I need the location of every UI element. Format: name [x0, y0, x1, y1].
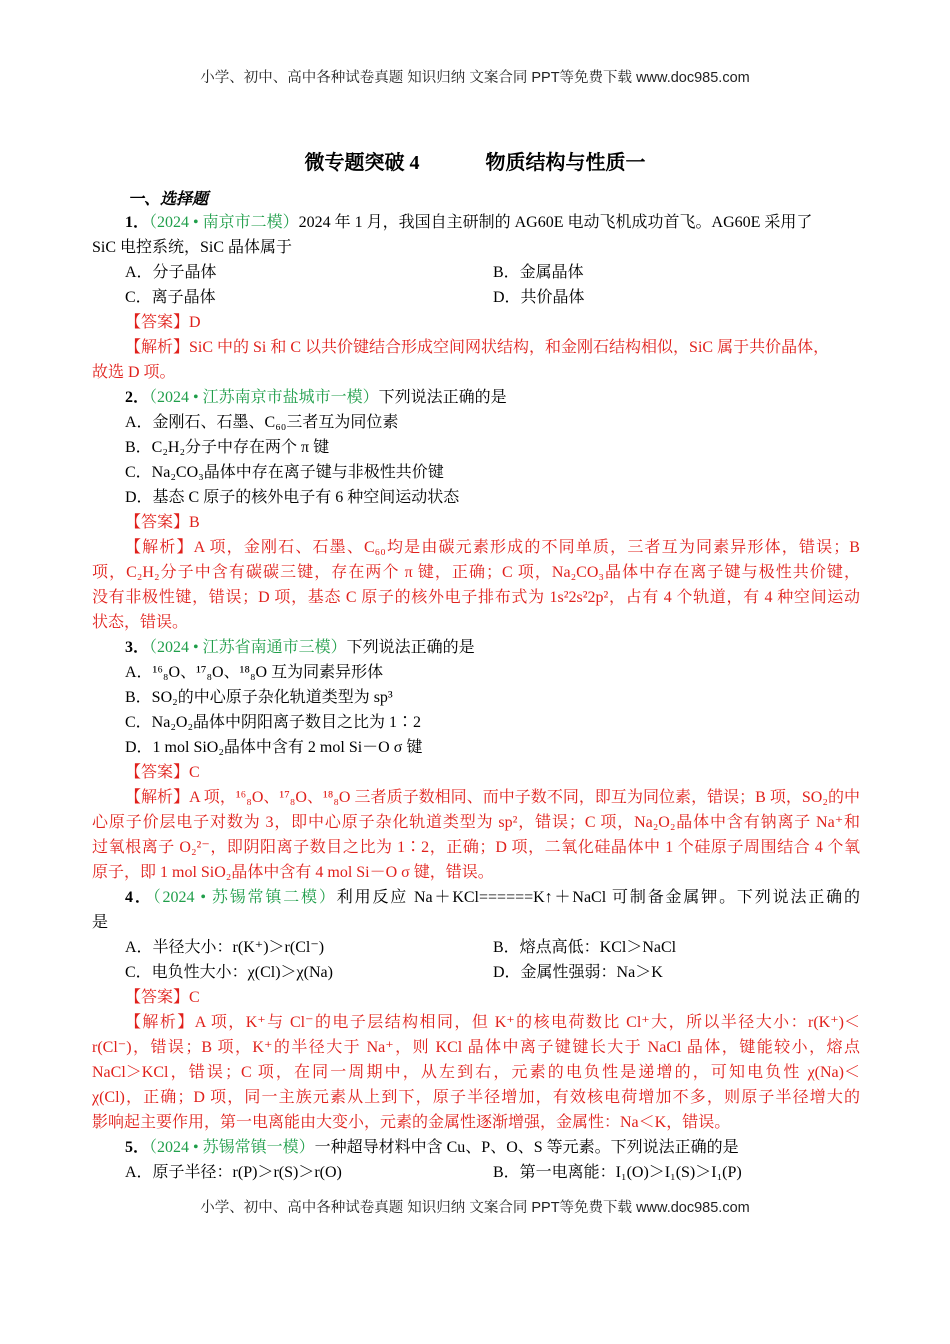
option-b: B．SO₂的中心原子杂化轨道类型为 sp³: [125, 689, 393, 706]
analysis-label: 【解析】: [125, 1014, 195, 1031]
option-a: A．半径大小：r(K⁺)＞r(Cl⁻): [125, 939, 325, 956]
answer: [92, 985, 860, 1010]
analysis-line: 项，C₂H₂分子中含有碳碳三键，存在两个 π 键，正确；C 项，Na₂CO₃晶体中存在离子键与极性共价键，: [92, 564, 860, 581]
answer-label: 【答案】: [125, 764, 190, 781]
analysis-text: A 项，K⁺与 Cl⁻的电子层结构相同，但 K⁺的核电荷数比 Cl⁺大，所以半径大小：r(K⁺)＜: [194, 1014, 860, 1031]
title-topic-name: 物质结构与性质一: [485, 152, 646, 174]
analysis-line: r(Cl⁻)，错误；B 项，K⁺的半径大于 Na⁺，则 KCl 晶体中离子键键长大于 NaCl 晶体，键能较小，熔点: [92, 1039, 860, 1056]
analysis-line: 故选 D 项。: [92, 364, 176, 381]
question-3-stem: [92, 635, 860, 660]
question-list: [92, 210, 860, 1185]
question-source: （2024 • 江苏省南通市三模）: [149, 639, 347, 656]
page-title: [0, 146, 950, 175]
analysis-label: 【解析】: [125, 339, 190, 356]
question-text: 利用反应 Na＋KCl======K↑＋NaCl 可制备金属钾。下列说法正确的: [336, 889, 860, 906]
option-d: D．1 mol SiO₂晶体中含有 2 mol Si－O σ 键: [125, 739, 423, 756]
section-heading: 一、选择题: [128, 191, 209, 208]
analysis-line: [92, 1010, 860, 1035]
analysis-line: 过氧根离子 O₂²⁻，即阴阳离子数目之比为 1∶2，正确；D 项，二氧化硅晶体中 1 个硅原子周围结合 4 个氧: [92, 839, 860, 856]
question-number: 5．: [125, 1139, 150, 1156]
option-b: B．金属晶体: [493, 264, 584, 281]
analysis-text: A 项，¹⁶₈O、¹⁷₈O、¹⁸₈O 三者质子数相同、而中子数不同，即互为同位素，错误；B 项，SO₂的中: [189, 789, 860, 806]
answer: [92, 510, 860, 535]
question-number: 4．: [125, 889, 153, 906]
question-text: 2024 年 1 月，我国自主研制的 AG60E 电动飞机成功首飞。AG60E 采用了: [298, 214, 813, 231]
answer-value: D: [189, 314, 201, 331]
option-a: A．分子晶体: [125, 264, 217, 281]
question-text: 下列说法正确的是: [346, 639, 475, 656]
title-topic-number: 微专题突破 4: [304, 152, 420, 174]
question-source: （2024 • 南京市二模）: [149, 214, 299, 231]
question-number: 3．: [125, 639, 150, 656]
analysis-label: 【解析】: [125, 539, 194, 556]
option-c: C．Na₂O₂晶体中阴阳离子数目之比为 1∶2: [125, 714, 422, 731]
option-a: A．金刚石、石墨、C₆₀三者互为同位素: [125, 414, 399, 431]
option-c: C．电负性大小：χ(Cl)＞χ(Na): [125, 964, 333, 981]
question-number: 2．: [125, 389, 150, 406]
option-a: A．¹⁶₈O、¹⁷₈O、¹⁸₈O 互为同素异形体: [125, 664, 384, 681]
question-4-stem: [92, 885, 860, 910]
analysis-label: 【解析】: [125, 789, 190, 806]
question-text: 一种超导材料中含 Cu、P、O、S 等元素。下列说法正确的是: [314, 1139, 739, 1156]
question-text: SiC 电控系统，SiC 晶体属于: [92, 239, 293, 256]
option-c: C．Na₂CO₃晶体中存在离子键与非极性共价键: [125, 464, 444, 481]
analysis-line: NaCl＞KCl，错误；C 项，在同一周期中，从左到右，元素的电负性是递增的，可知电负性 χ(Na)＜: [92, 1064, 860, 1081]
question-1-stem: [92, 210, 860, 235]
option-row: [92, 960, 860, 985]
option-row: [92, 935, 860, 960]
option-b: B．第一电离能：I₁(O)＞I₁(S)＞I₁(P): [493, 1164, 742, 1181]
answer-label: 【答案】: [125, 314, 190, 331]
answer-label: 【答案】: [125, 989, 190, 1006]
option-d: D．金属性强弱：Na＞K: [493, 964, 663, 981]
question-text: 是: [92, 914, 109, 931]
question-source: （2024 • 苏锡常镇一模）: [149, 1139, 315, 1156]
analysis-line: 影响起主要作用，第一电离能由大变小，元素的金属性逐渐增强，金属性：Na＜K，错误。: [92, 1114, 731, 1131]
question-source: （2024 • 苏锡常镇二模）: [152, 889, 337, 906]
analysis-line: 心原子价层电子对数为 3，即中心原子杂化轨道类型为 sp²，错误；C 项，Na₂O₂晶体中含有钠离子 Na⁺和: [92, 814, 860, 831]
option-c: C．离子晶体: [125, 289, 216, 306]
option-b: B．C₂H₂分子中存在两个 π 键: [125, 439, 330, 456]
question-number: 1．: [125, 214, 150, 231]
analysis-text: SiC 中的 Si 和 C 以共价键结合形成空间网状结构，和金刚石结构相似，SiC 属于共价晶体，: [189, 339, 830, 356]
option-a: A．原子半径：r(P)＞r(S)＞r(O): [125, 1164, 342, 1181]
page-footer: 小学、初中、高中各种试卷真题 知识归纳 文案合同 PPT等免费下载 www.doc985.com: [200, 1200, 750, 1216]
answer: [92, 760, 860, 785]
question-5-stem: [92, 1135, 860, 1160]
analysis-line: [92, 335, 860, 360]
analysis-line: [92, 535, 860, 560]
answer-value: B: [189, 514, 200, 531]
option-row: [92, 1160, 860, 1185]
option-d: D．共价晶体: [493, 289, 585, 306]
answer-value: C: [189, 989, 200, 1006]
question-source: （2024 • 江苏南京市盐城市一模）: [149, 389, 379, 406]
answer-label: 【答案】: [125, 514, 190, 531]
option-row: [92, 260, 860, 285]
question-text: 下列说法正确的是: [378, 389, 507, 406]
answer: [92, 310, 860, 335]
analysis-line: 原子，即 1 mol SiO₂晶体中含有 4 mol Si－O σ 键，错误。: [92, 864, 494, 881]
option-d: D．基态 C 原子的核外电子有 6 种空间运动状态: [125, 489, 460, 506]
answer-value: C: [189, 764, 200, 781]
analysis-line: 状态，错误。: [92, 614, 189, 631]
analysis-line: χ(Cl)，正确；D 项，同一主族元素从上到下，原子半径增加，有效核电荷增加不多，则原子半径增大的: [92, 1089, 860, 1106]
page-header: 小学、初中、高中各种试卷真题 知识归纳 文案合同 PPT等免费下载 www.doc985.com: [200, 70, 750, 86]
question-2-stem: [92, 385, 860, 410]
analysis-line: 没有非极性键，错误；D 项，基态 C 原子的核外电子排布式为 1s²2s²2p²，占有 4 个轨道，有 4 种空间运动: [92, 589, 860, 606]
analysis-text: A 项，金刚石、石墨、C₆₀均是由碳元素形成的不同单质，三者互为同素异形体，错误；B: [193, 539, 860, 556]
option-row: [92, 285, 860, 310]
analysis-line: [92, 785, 860, 810]
option-b: B．熔点高低：KCl＞NaCl: [493, 939, 677, 956]
